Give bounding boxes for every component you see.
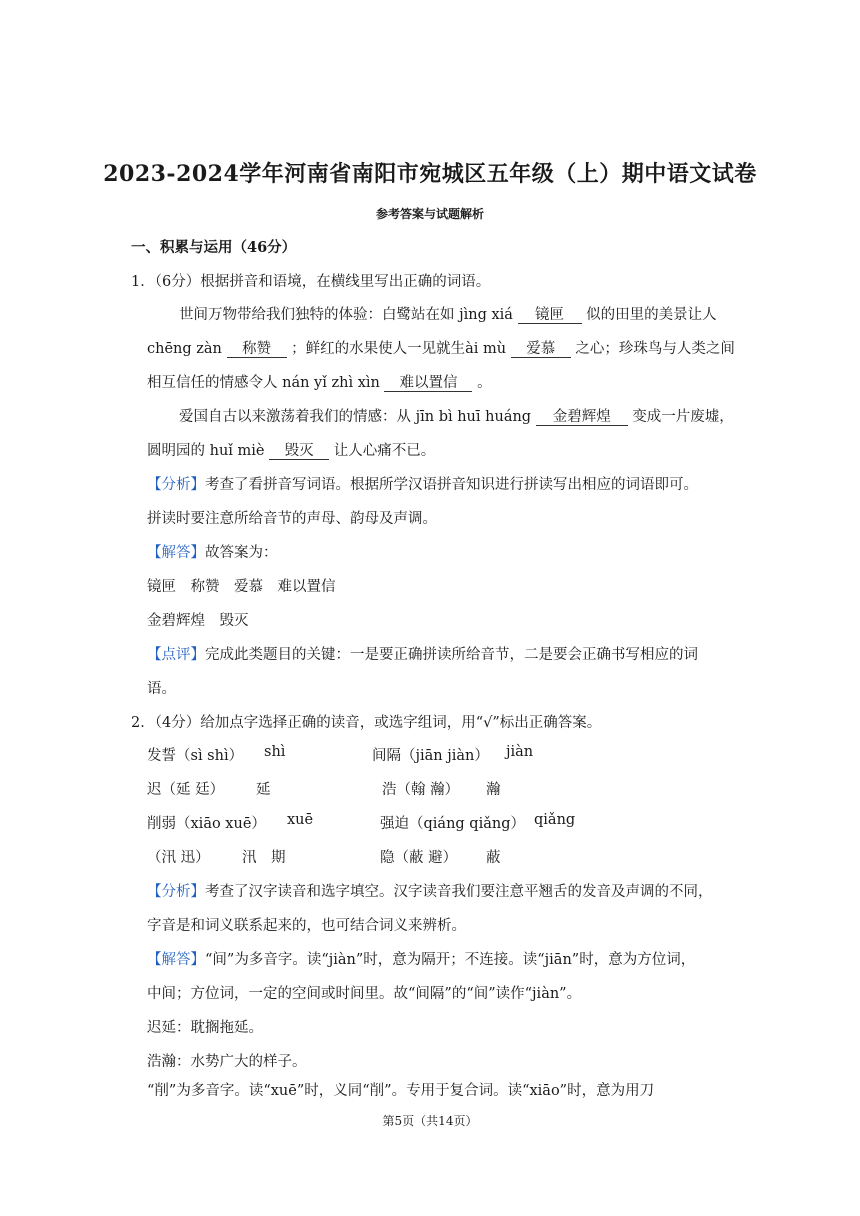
page-title: 2023-2024学年河南省南阳市宛城区五年级（上）期中语文试卷 — [103, 161, 757, 187]
section-heading: 一、积累与运用（46分） — [131, 239, 297, 256]
q2-item: 间隔（jiān jiàn） — [372, 748, 489, 764]
q2-item: 隐（蔽 避） — [380, 850, 458, 866]
answer-blank: 金碧辉煌 — [536, 409, 628, 426]
q2-item-answer: 延 — [256, 782, 271, 798]
q1-comment — [147, 643, 698, 664]
q2-solution-line5: “削”为多音字。读“xuē”时，义同“削”。专用于复合词。读“xiāo”时，意为用刀 — [147, 1083, 655, 1099]
q2-item-answer: shì — [264, 744, 286, 760]
answer-blank: 镜匣 — [518, 307, 582, 324]
q1-para1-line1 — [179, 303, 717, 324]
q1-solution-answers-1: 镜匣 称赞 爱慕 难以置信 — [147, 579, 336, 595]
answer-blank: 难以置信 — [384, 375, 472, 392]
text-segment: chēng zàn — [147, 341, 222, 357]
q1-comment-cont: 语。 — [147, 681, 176, 697]
q2-solution-line3: 迟延：耽搁拖延。 — [147, 1020, 263, 1036]
text-segment: 世间万物带给我们独特的体验：白鹭站在如 jìng xiá — [179, 307, 513, 323]
q1-analysis-cont: 拼读时要注意所给音节的声母、韵母及声调。 — [147, 511, 437, 527]
text-segment: ；鲜红的水果使人一见就生ài mù — [291, 341, 507, 357]
q2-item-answer: jiàn — [506, 744, 534, 760]
q1-solution-answers-2: 金碧辉煌 毁灭 — [147, 613, 249, 629]
comment-tag: 【点评】 — [147, 647, 205, 663]
q2-item-answer: 蔽 — [486, 850, 501, 866]
question-2-stem: 2．（4分）给加点字选择正确的读音，或选字组词，用“√”标出正确答案。 — [131, 715, 602, 731]
analysis-tag: 【分析】 — [147, 884, 205, 900]
text-segment: 让人心痛不已。 — [333, 443, 436, 459]
q1-para2-line1 — [179, 405, 734, 426]
text-segment: 之心；珍珠鸟与人类之间 — [575, 341, 735, 357]
question-1-stem: 1．（6分）根据拼音和语境，在横线里写出正确的词语。 — [131, 274, 491, 290]
text-segment: 爱国自古以来激荡着我们的情感：从 jīn bì huī huáng — [179, 409, 532, 425]
q2-item: 发誓（sì shì） — [147, 748, 244, 764]
text-segment: 圆明园的 huǐ miè — [147, 443, 265, 459]
q1-para1-line3 — [147, 371, 492, 392]
text-segment: 变成一片废墟， — [632, 409, 734, 425]
text-segment: 。 — [477, 375, 492, 391]
text-segment: 似的田里的美景让人 — [586, 307, 717, 323]
q2-item-answer: 瀚 — [486, 782, 501, 798]
q1-solution — [147, 541, 278, 562]
analysis-text: 考查了汉字读音和选字填空。汉字读音我们要注意平翘舌的发音及声调的不同， — [205, 884, 713, 900]
q2-item: （汛 迅） — [147, 850, 210, 866]
comment-text: 完成此类题目的关键：一是要正确拼读所给音节，二是要会正确书写相应的词 — [205, 647, 698, 663]
page-footer: 第5页（共14页） — [382, 1114, 478, 1128]
q2-item: 迟（延 廷） — [147, 782, 225, 798]
q2-item-answer: 汛 期 — [242, 850, 286, 866]
solution-text: 故答案为： — [205, 545, 278, 561]
q2-item: 浩（翰 瀚） — [382, 782, 460, 798]
q2-item: 强迫（qiáng qiǎng） — [380, 816, 525, 832]
page-subtitle: 参考答案与试题解析 — [375, 207, 484, 221]
solution-tag: 【解答】 — [147, 545, 205, 561]
text-segment: 相互信任的情感令人 nán yǐ zhì xìn — [147, 375, 380, 391]
q1-para2-line2 — [147, 439, 435, 460]
q2-analysis-cont: 字音是和词义联系起来的，也可结合词义来辨析。 — [147, 918, 466, 934]
q2-item-answer: xuē — [287, 812, 314, 828]
solution-text: “间”为多音字。读“jiàn”时，意为隔开；不连接。读“jiān”时，意为方位词， — [205, 952, 696, 968]
answer-blank: 毁灭 — [269, 443, 329, 460]
q1-analysis — [147, 473, 698, 494]
q2-solution-line2: 中间；方位词，一定的空间或时间里。故“间隔”的“间”读作“jiàn”。 — [147, 986, 582, 1002]
analysis-tag: 【分析】 — [147, 477, 205, 493]
q2-analysis — [147, 880, 713, 901]
q1-para1-line2 — [147, 337, 735, 358]
solution-tag: 【解答】 — [147, 952, 205, 968]
analysis-text: 考查了看拼音写词语。根据所学汉语拼音知识进行拼读写出相应的词语即可。 — [205, 477, 698, 493]
q2-solution — [147, 948, 695, 969]
q2-item-answer: qiǎng — [534, 812, 576, 828]
answer-blank: 爱慕 — [511, 341, 571, 358]
answer-blank: 称赞 — [227, 341, 287, 358]
q2-solution-line4: 浩瀚：水势广大的样子。 — [147, 1054, 307, 1070]
q2-item: 削弱（xiāo xuē） — [147, 816, 266, 832]
